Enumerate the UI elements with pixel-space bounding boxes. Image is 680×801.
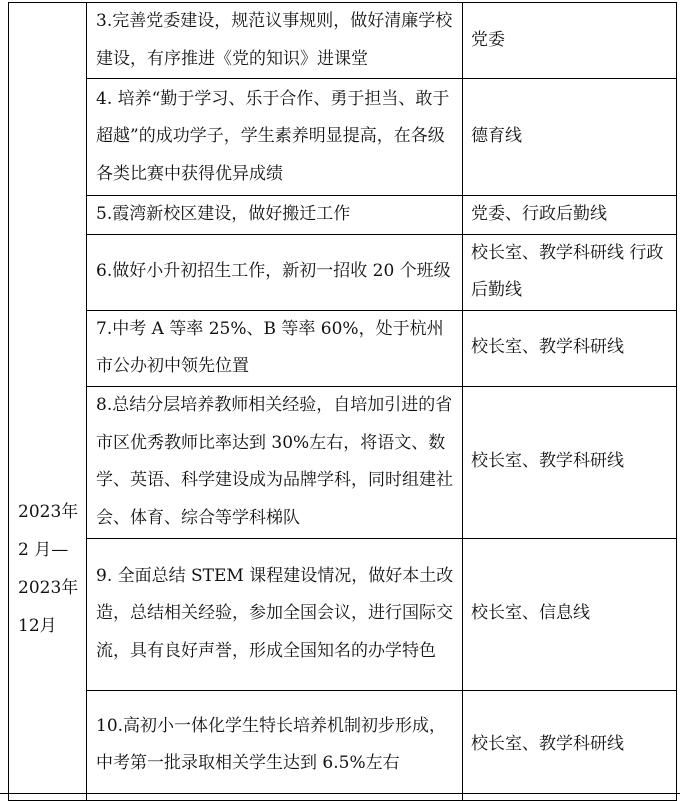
plan-table [8,2,677,801]
dept-text: 党委 [471,29,505,50]
table-row [9,386,677,538]
table-row [9,196,677,235]
task-text: 8.总结分层培养教师相关经验，自培加引进的省市区优秀教师比率达到 30%左右，将语文、数学、英语、科学建设成为品牌学科，同时组建社会、体育、综合等学科梯队 [96,395,453,528]
dept-cell [463,3,677,79]
task-text: 4. 培养“勤于学习、乐于合作、勇于担当、敢于超越”的成功学子，学生素养明显提高，在各级各类比赛中获得优异成绩 [96,88,450,184]
dept-cell [463,310,677,386]
dept-text: 校长室、教学科研线 [471,337,624,358]
table-row [9,234,677,310]
task-text: 9. 全面总结 STEM 课程建设情况，做好本土改造，总结相关经验，参加全国会议，进行国际交流，具有良好声誉，形成全国知名的办学特色 [96,565,454,661]
task-cell [87,196,463,235]
period-line-1: 2023年 [18,502,79,523]
task-text: 5.霞湾新校区建设，做好搬迁工作 [96,204,351,224]
dept-text: 校长室、信息线 [471,603,590,624]
task-text: 10.高初小一体化学生特长培养机制初步形成，中考第一批录取相关学生达到 6.5%左右 [96,715,447,773]
task-cell [87,386,463,538]
table-row [9,3,677,79]
table-row [9,310,677,386]
dept-text: 党委、行政后勤线 [471,204,607,224]
dept-cell [463,690,677,800]
table-row [9,690,677,800]
task-cell [87,310,463,386]
period-cell [9,3,87,801]
task-text: 7.中考 A 等率 25%、B 等率 60%，处于杭州市公办初中领先位置 [96,318,444,376]
task-cell [87,690,463,800]
dept-text: 校长室、教学科研线 [471,734,624,755]
task-cell [87,234,463,310]
task-text: 3.完善党委建设，规范议事规则，做好清廉学校建设，有序推进《党的知识》进课堂 [96,11,453,69]
table-row [9,79,677,196]
period-line-3: 2023年 [18,578,79,599]
bottom-rule [0,793,680,794]
dept-text: 校长室、教学科研线 行政后勤线 [471,242,664,300]
dept-cell [463,538,677,690]
table-row [9,538,677,690]
period-line-2: 2 月— [18,540,69,561]
dept-text: 德育线 [471,126,522,147]
dept-cell [463,196,677,235]
task-cell [87,79,463,196]
dept-cell [463,234,677,310]
dept-cell [463,79,677,196]
task-cell [87,538,463,690]
dept-text: 校长室、教学科研线 [471,451,624,472]
task-text: 6.做好小升初招生工作，新初一招收 20 个班级 [96,261,451,282]
period-line-4: 12月 [18,616,57,637]
task-cell [87,3,463,79]
dept-cell [463,386,677,538]
